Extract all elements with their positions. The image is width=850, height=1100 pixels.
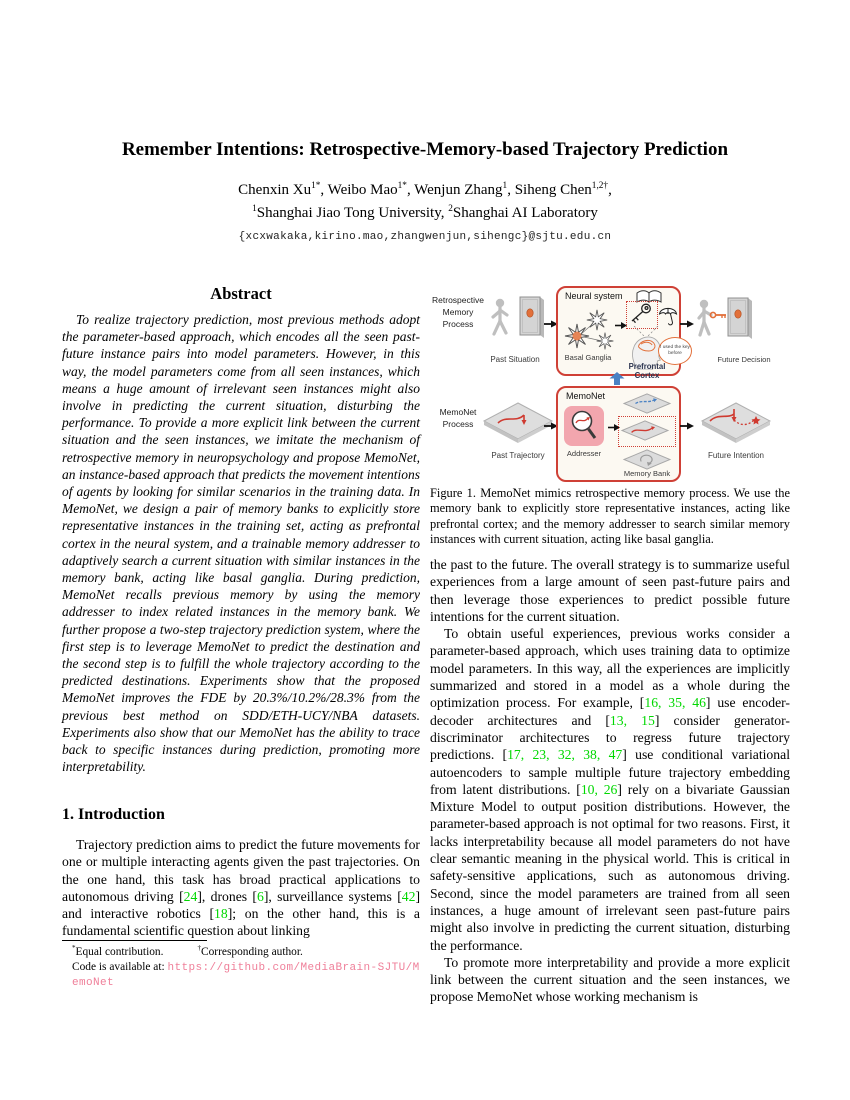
introduction-heading: 1. Introduction [62,806,165,823]
citation-link[interactable]: [ 16, 35, 46 ] [640,695,711,710]
affiliations-line: $^1$Shanghai Jiao Tong University, $^2$Shanghai AI Laboratory [252,204,598,221]
retrospective-process-label: Retrospective Memory Process [432,295,484,329]
right-column-text [430,556,790,1006]
paper-title: Remember Intentions: Retrospective-Memory-based Trajectory Prediction [121,139,729,160]
citation-link[interactable]: [ 42 ] [397,889,420,904]
superscript: * [72,944,76,953]
url-link[interactable]: https://github.com/MediaBrain-SJTU/MemoNet [72,961,420,989]
citation-link[interactable]: [ 13, 15 ] [605,713,659,728]
superscript: 2 [448,204,453,214]
future-intention-label: Future Intention [707,451,765,460]
key-icon [710,312,726,318]
superscript: 1 [252,204,257,214]
memonet-box [556,386,681,482]
figure-1-caption: Figure 1. MemoNet mimics retrospective memory process. We use the memory bank to explicitly store representative instances, acting like prefrontal cortex; and the memory addresser to search similar memory instances with current situation, acting like basal ganglia. [430,486,790,546]
email-line: {xcxwakaka,kirino.mao,zhangwenjun,sihengc}@sjtu.edu.cn [238,231,612,243]
figure-1 [430,283,790,481]
key-icon [627,302,655,326]
memonet-label: MemoNet [566,391,606,401]
neural-system-label: Neural system [565,291,623,301]
memonet-process-label: MemoNet Process [439,407,477,429]
paragraph-overall-strategy: the past to the future. The overall strategy is to summarize useful experiences from a large amount of seen past-future pairs and then leverage those experiences to predict possible future intentions for the current situation. [430,557,790,624]
memory-tile-middle [620,419,670,442]
arrow-right-icon [680,319,694,329]
paragraph-parameter-based: To obtain useful experiences, previous works consider a parameter-based approach, which uses training data to optimize model parameters. In this way, all the experiences are implicitly summarized and stored in a model as a whole during the optimization process. For example, [ 16, 35, 46 ] use encoder-decoder architectures and [ 13, 15 ] consider generator-discriminator architectures to regress future trajectory predictions. [ 17, 23, 32, 38, 47 ] use conditional variational autoencoders to sample multiple future trajectory embedding from latent distributions. [ 10, 26 ] rely on a bivariate Gaussian Mixture Model to output position distributions. However, the parameter-based approach is not optimal for two reasons. First, it lacks interpretability because all model parameters do not have clear semantic meaning in the physical world. This is critical in safety-sensitive applications, such as autonomous driving. Second, since the model parameters are trained from all seen instances, a huge amount of irrelevant seen past-future pairs might also involve in predicting the current situation, disturbing the performance. [430,625,790,954]
citation-link[interactable]: [ 6 ] [252,889,268,904]
abstract-text: To realize trajectory prediction, most previous methods adopt the parameter-based approach, which encodes all the seen past-future instance pairs into model parameters. However, in this way, the model parameters come from all seen instances, which means a huge amount of irrelevant seen instances might also involve in predicting the current situation, disturbing the performance. To provide a more explicit link between the current situation and the seen instances, we imitate the mechanism of retrospective memory in neuropsychology and propose MemoNet, an instance-based approach that predicts the movement intentions of agents by looking for similar scenarios in the training data. In MemoNet, we design a pair of memory banks to explicitly store representative instances in the training set, acting as prefrontal cortex in the neural system, and a trainable memory addresser to adaptively search a current situation with similar instances in the memory bank, acting like basal ganglia. During prediction, MemoNet recalls previous memory by using the memory addresser to index related instances in the memory bank. We further propose a two-step trajectory prediction system, where the first step is to leverage MemoNet to predict the destination and the second step is to fulfill the whole trajectory according to the predicted destinations. Experiments show that the proposed MemoNet improves the FDE by 20.3%/10.2%/28.3% from the previous best method on SDD/ETH-UCY/NBA datasets. Experiments also show that our MemoNet has the ability to trace back to specific instances during prediction, promoting more interpretability. [62,312,420,775]
neural-system-box [556,286,690,380]
door-icon [728,298,752,339]
addresser-label: Addresser [566,449,602,458]
key-highlight-box [626,301,658,329]
introduction-paragraph: Trajectory prediction aims to predict the future movements for one or multiple interacting agents given the past trajectories. On the one hand, this task has broad practical applications to autonomous driving [ 24 ] , drones [ 6 ] , surveillance systems [ 42 ] and interactive robotics [ 18 ] ; on the other hand, this is a fundamental scientific question about linking [62,836,420,940]
future-decision-label: Future Decision [717,355,771,364]
footnote-code-link: Code is available at: https://github.com/MediaBrain-SJTU/MemoNet [72,960,420,989]
speech-bubble: I used the key before [658,337,692,365]
arrow-right-icon [680,421,694,431]
superscript: 1 [502,181,508,191]
addresser-tile [564,406,604,446]
abstract-heading: Abstract [210,284,272,303]
superscript: 1,2† [591,181,609,191]
authors-line: Chenxin $Xu^{1*}$, Weibo Mao$^{1*}$, Wenjun Zhang$^1$, Siheng Chen$^{1,2\dagger}$, [238,181,612,198]
person-icon [493,299,507,334]
paragraph-promote-interpretability: To promote more interpretability and provide a more explicit link between the current situation and the seen instances, we propose MemoNet whose working mechanism is [430,954,790,1005]
superscript: 1* [311,181,321,191]
superscript: 1* [397,181,407,191]
citation-link[interactable]: [ 10, 26 ] [576,782,622,797]
past-trajectory-label: Past Trajectory [491,451,545,460]
future-decision-scene [694,293,756,351]
footnote-equal-contribution: *Equal contribution. [72,944,164,958]
memory-tile-bottom [622,448,672,471]
basal-ganglia-label: Basal Ganglia [564,353,612,362]
superscript: † [197,944,202,953]
citation-link[interactable]: [ 24 ] [179,889,202,904]
citation-link[interactable]: [ 17, 23, 32, 38, 47 ] [503,747,627,762]
memory-tile-match-box [618,416,676,447]
memory-bank-label: Memory Bank [623,469,671,478]
door-icon [520,297,544,338]
neurons-icon [560,305,620,353]
past-situation-scene [486,293,550,351]
up-arrow-icon [609,372,625,385]
footnote-rule [62,940,207,941]
past-situation-label: Past Situation [490,355,540,364]
citation-link[interactable]: [ 18 ] [209,906,232,921]
future-intention-tile [698,395,774,449]
memory-tile-top [622,392,672,415]
magnifier-icon [568,409,600,443]
umbrella-icon [658,303,679,327]
footnote-corresponding-author: †Corresponding author. [197,944,303,958]
footnote [62,940,420,991]
prefrontal-cortex-label: Prefrontal Cortex [628,362,666,380]
person-icon [699,300,711,335]
